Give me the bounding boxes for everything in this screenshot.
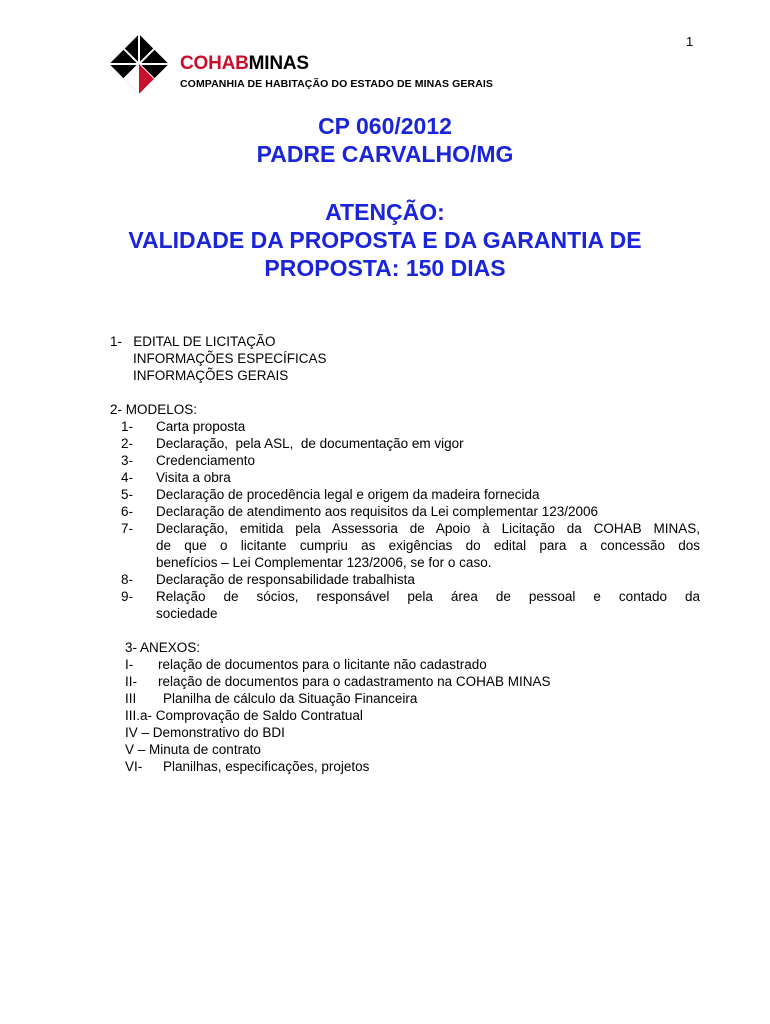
list-item: INFORMAÇÕES GERAIS: [133, 368, 289, 383]
section3-heading: 3- ANEXOS:: [125, 640, 201, 655]
brand-name-part1: COHAB: [180, 53, 249, 74]
list-item: III.a- Comprovação de Saldo Contratual: [125, 708, 363, 723]
annexes-section: [125, 639, 700, 775]
section1-heading: [110, 333, 700, 350]
brand-subtitle: COMPANHIA DE HABITAÇÃO DO ESTADO DE MINAS GERAIS: [180, 78, 494, 90]
document-body: [110, 333, 700, 775]
list-item: INFORMAÇÕES ESPECÍFICAS: [133, 351, 327, 366]
brand-name-part2: MINAS: [248, 53, 309, 74]
list-item: 8- Declaração de responsabilidade trabalhista: [121, 572, 415, 587]
page-number: 1: [686, 34, 694, 49]
list-item: 2- Declaração, pela ASL, de documentação em vigor: [121, 436, 464, 451]
list-item: 9- Relação de sócios, responsável pela área de pessoal e contado da sociedade: [121, 589, 700, 621]
list-item: VI- Planilhas, especificações, projetos: [125, 759, 370, 774]
section1-number: 1-: [110, 334, 123, 349]
list-item: 4- Visita a obra: [121, 470, 231, 485]
list-item: V – Minuta de contrato: [125, 742, 261, 757]
list-item: 7- Declaração, emitida pela Assessoria de Apoio à Licitação da COHAB MINAS, de que o licitante cumpriu as exigências do edital para a concessão dos benefícios – Lei Complementar 123/2006, se for o caso.: [121, 521, 700, 570]
section2-heading: 2- MODELOS:: [110, 402, 198, 417]
title-process: CP 060/2012: [318, 113, 452, 139]
title-validity-line2: PROPOSTA: 150 DIAS: [264, 255, 506, 281]
list-item: 6- Declaração de atendimento aos requisitos da Lei complementar 123/2006: [121, 504, 599, 519]
title-validity-line1: VALIDADE DA PROPOSTA E DA GARANTIA DE: [128, 227, 642, 253]
list-item: 3- Credenciamento: [121, 453, 256, 468]
section1-title: EDITAL DE LICITAÇÃO: [133, 334, 276, 349]
list-item: 1- Carta proposta: [121, 419, 246, 434]
brand-name: [180, 53, 309, 75]
models-list: [121, 418, 700, 622]
title-city: PADRE CARVALHO/MG: [256, 141, 514, 167]
cohab-minas-logo: [108, 33, 494, 105]
list-item: III Planilha de cálculo da Situação Financeira: [125, 691, 418, 706]
list-item: II- relação de documentos para o cadastramento na COHAB MINAS: [125, 674, 551, 689]
title-attention: ATENÇÃO:: [325, 199, 445, 225]
document-titles: [60, 112, 710, 282]
list-item: 5- Declaração de procedência legal e origem da madeira fornecida: [121, 487, 540, 502]
list-item: I- relação de documentos para o licitante não cadastrado: [125, 657, 487, 672]
list-item: IV – Demonstrativo do BDI: [125, 725, 285, 740]
cohab-logo-icon: [108, 33, 170, 95]
